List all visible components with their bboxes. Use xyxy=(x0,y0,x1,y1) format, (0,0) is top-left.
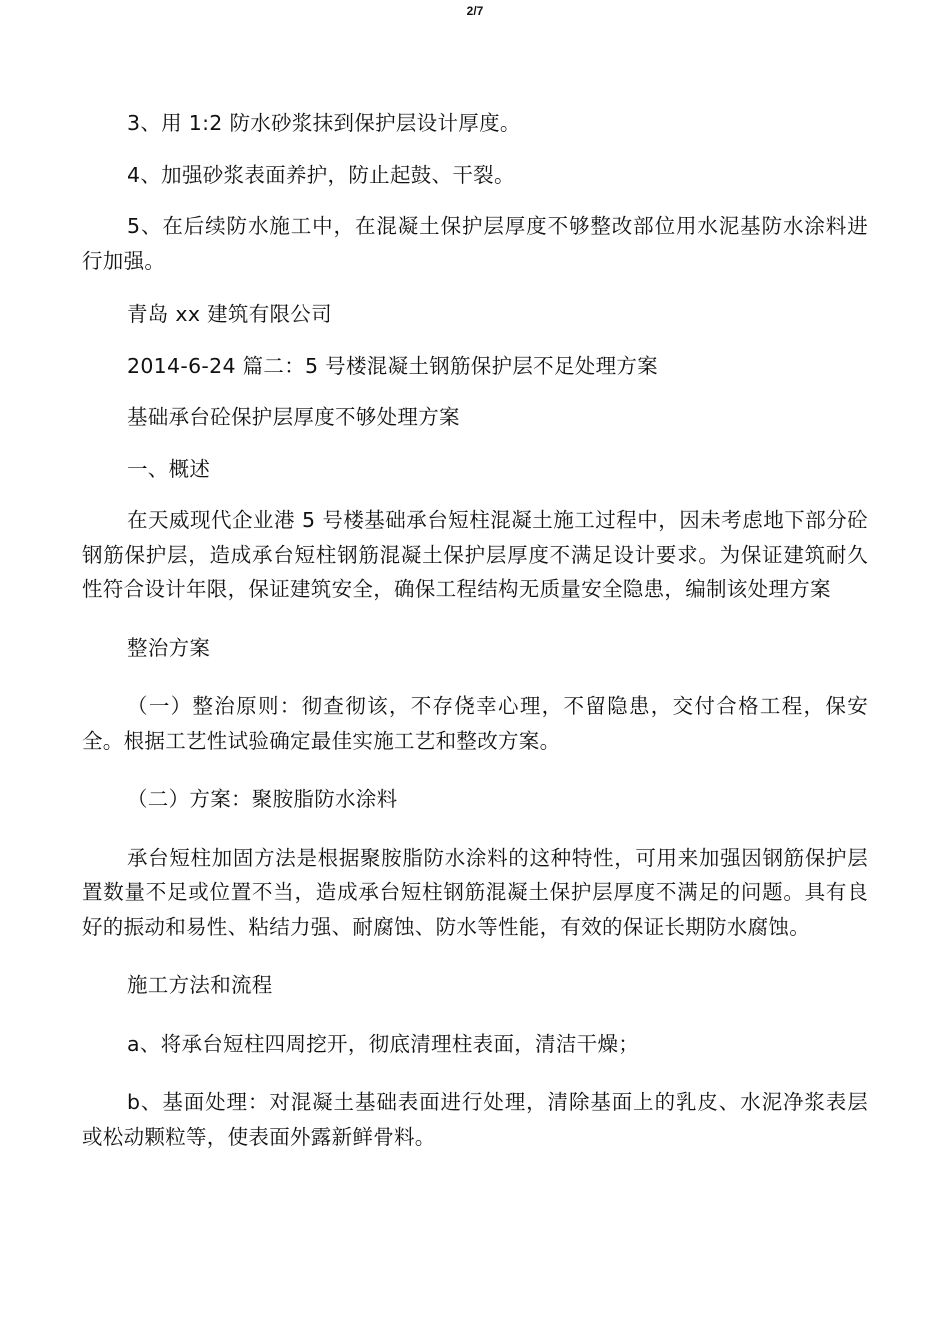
paragraph-reinforcement-method: 承台短柱加固方法是根据聚胺脂防水涂料的这种特性，可用来加强因钢筋保护层置数量不足或位置不当，造成承台短柱钢筋混凝土保护层厚度不满足的问题。具有良好的振动和易性、粘结力强、耐腐蚀、防水等性能，有效的保证长期防水腐蚀。 xyxy=(82,845,868,939)
paragraph-scheme: （二）方案：聚胺脂防水涂料 xyxy=(127,787,398,811)
page-number: 2/7 xyxy=(466,4,484,18)
paragraph-method-heading: 施工方法和流程 xyxy=(127,973,273,997)
paragraph-step-3: 3、用 1:2 防水砂浆抹到保护层设计厚度。 xyxy=(127,111,521,135)
paragraph-step-4: 4、加强砂浆表面养护，防止起鼓、干裂。 xyxy=(127,162,515,187)
paragraph-company: 青岛 xx 建筑有限公司 xyxy=(127,302,332,326)
paragraph-overview-heading: 一、概述 xyxy=(127,456,211,481)
paragraph-remediation-heading: 整治方案 xyxy=(127,635,211,660)
document-body xyxy=(82,106,868,1154)
paragraph-date-heading: 2014-6-24 篇二：5 号楼混凝土钢筋保护层不足处理方案 xyxy=(127,353,658,378)
paragraph-plan-title: 基础承台砼保护层厚度不够处理方案 xyxy=(127,405,460,429)
paragraph-principle: （一）整治原则：彻查彻该，不存侥幸心理，不留隐患，交付合格工程，保安全。根据工艺性试验确定最佳实施工艺和整改方案。 xyxy=(82,694,868,753)
paragraph-step-a: a、将承台短柱四周挖开，彻底清理柱表面，清洁干燥； xyxy=(127,1031,640,1056)
paragraph-overview-body: 在天威现代企业港 5 号楼基础承台短柱混凝土施工过程中，因未考虑地下部分砼钢筋保护层，造成承台短柱钢筋混凝土保护层厚度不满足设计要求。为保证建筑耐久性符合设计年限，保证建筑安全，确保工程结构无质量安全隐患，编制该处理方案 xyxy=(82,508,868,601)
paragraph-step-5: 5、在后续防水施工中，在混凝土保护层厚度不够整改部位用水泥基防水涂料进行加强。 xyxy=(82,214,868,273)
paragraph-step-b: b、基面处理：对混凝土基础表面进行处理，清除基面上的乳皮、水泥净浆表层或松动颗粒等，使表面外露新鲜骨料。 xyxy=(82,1090,868,1149)
